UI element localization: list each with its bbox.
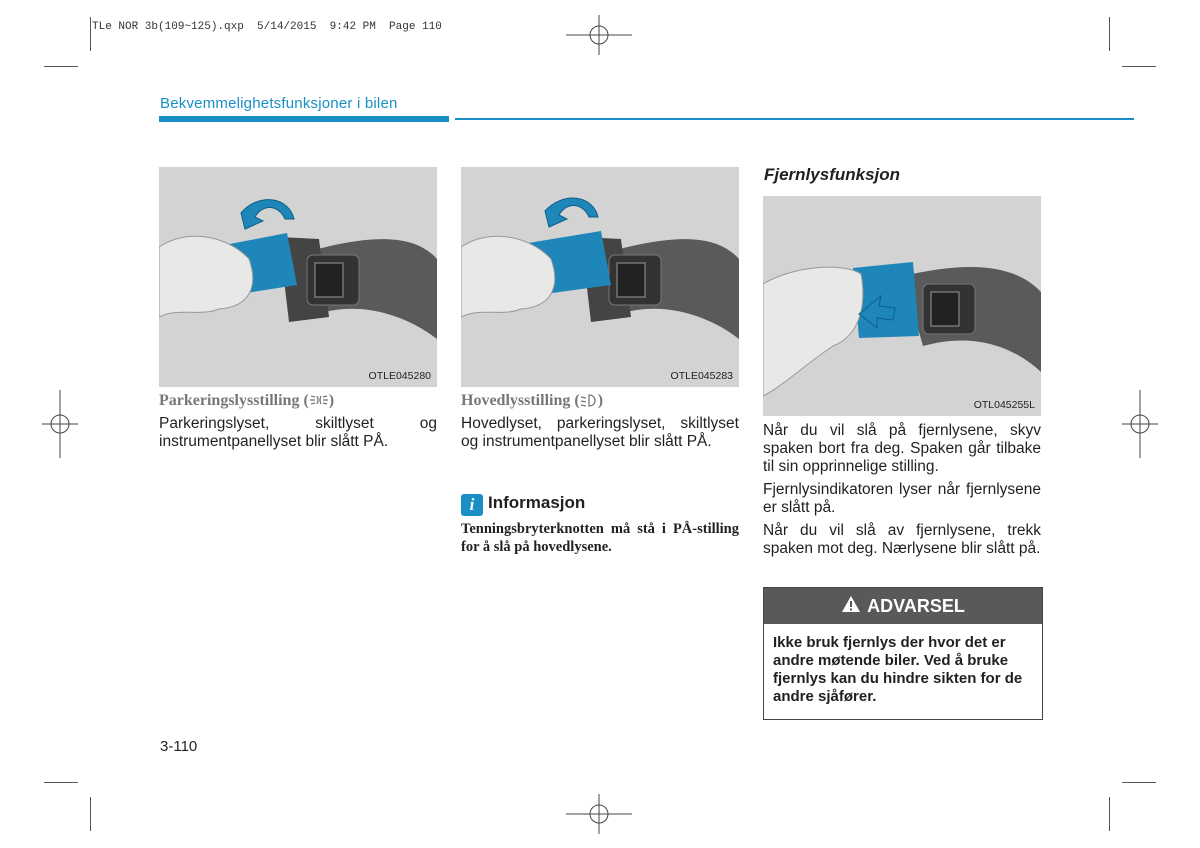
info-icon: i [461, 494, 483, 516]
warning-body: Ikke bruk fjernlys der hvor det er andre møtende biler. Ved å bruke fjernlys kan du hindre sikten for de andre sjåfører. [773, 634, 1023, 705]
figure-code: OTL045255L [973, 399, 1035, 411]
info-heading: Informasjon [488, 493, 586, 512]
section-title: Bekvemmelighetsfunksjoner i bilen [160, 95, 398, 112]
parking-light-icon [309, 393, 329, 412]
caption-close: ) [597, 392, 604, 409]
figure-high-beam [763, 196, 1041, 416]
info-body: Tenningsbryterknotten må stå i PÅ-stilling for å slå på hovedlysene. [461, 521, 739, 555]
warning-box [763, 587, 1043, 720]
low-beam-icon [580, 393, 598, 412]
caption-close: ) [328, 392, 335, 409]
figure-code: OTLE045280 [368, 370, 431, 382]
stalk-illustration [159, 167, 437, 387]
parking-light-description: Parkeringslyset, skiltlyset og instrumentpanellyset blir slått PÅ. [159, 415, 437, 450]
header-rule [159, 116, 449, 122]
low-beam-description: Hovedlyset, parkeringslyset, skiltlyset og instrumentpanellyset blir slått PÅ. [461, 415, 739, 450]
header-rule-thin [455, 118, 1134, 120]
figure-code: OTLE045283 [670, 370, 733, 382]
stalk-illustration [461, 167, 739, 387]
high-beam-paragraph-3: Når du vil slå av fjernlysene, trekk spaken mot deg. Nærlysene blir slått på. [763, 522, 1041, 557]
warning-triangle-icon [841, 595, 861, 618]
figure-parking-light [159, 167, 437, 387]
high-beam-paragraph-2: Fjernlysindikatoren lyser når fjernlysene er slått på. [763, 481, 1041, 516]
stalk-illustration [763, 196, 1041, 416]
page-number: 3-110 [160, 738, 198, 755]
caption-low-beam [461, 392, 603, 412]
figure-low-beam [461, 167, 739, 387]
print-slug: TLe NOR 3b(109~125).qxp 5/14/2015 9:42 PM Page 110 [92, 21, 442, 33]
caption-parking-light [159, 392, 334, 412]
warning-title: ADVARSEL [867, 595, 965, 616]
caption-text: Hovedlysstilling ( [461, 392, 580, 409]
warning-header [764, 588, 1042, 624]
high-beam-heading: Fjernlysfunksjon [764, 165, 901, 184]
caption-text: Parkeringslysstilling ( [159, 392, 309, 409]
high-beam-paragraph-1: Når du vil slå på fjernlysene, skyv spaken bort fra deg. Spaken går tilbake til sin opprinnelige stilling. [763, 422, 1041, 475]
